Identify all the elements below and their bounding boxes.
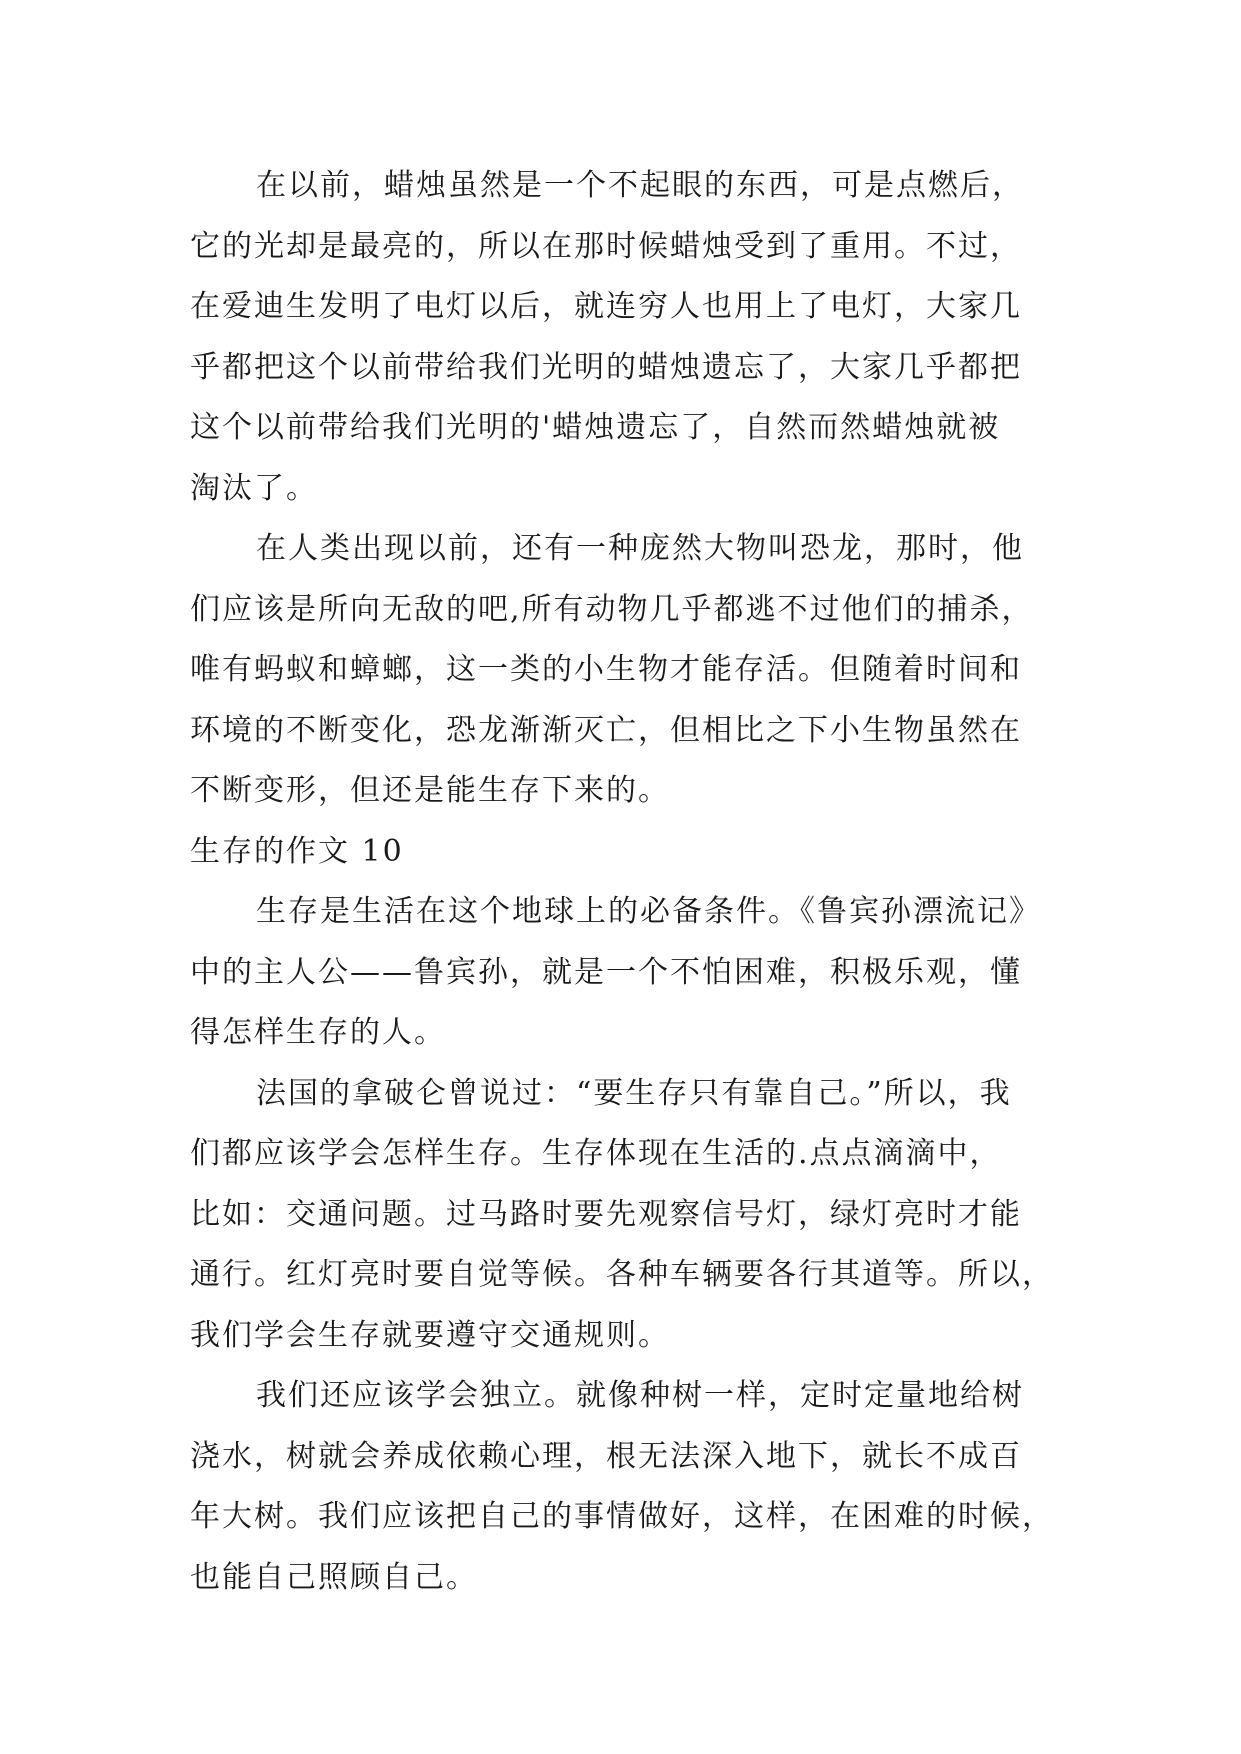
text-line: 比如：交通问题。过马路时要先观察信号灯，绿灯亮时才能 (190, 1196, 1022, 1232)
text-line: 生存是生活在这个地球上的必备条件。《鲁宾孙漂流记》 (256, 894, 1041, 929)
text-line: 淘汰了。 (190, 470, 318, 506)
text-line: 法国的拿破仑曾说过：“要生存只有靠自己。”所以，我 (256, 1075, 1012, 1111)
text-line: 通行。红灯亮时要自觉等候。各种车辆要各行其道等。所以， (190, 1257, 1054, 1292)
text-line: 不断变形，但还是能生存下来的。 (190, 773, 670, 808)
text-line: 中的主人公——鲁宾孙，就是一个不怕困难，积极乐观，懂 (190, 954, 1022, 990)
paragraph (190, 519, 1070, 822)
text-line: 在以前，蜡烛虽然是一个不起眼的东西，可是点燃后， (256, 168, 1024, 203)
text-line: 在爱迪生发明了电灯以后，就连穷人也用上了电灯，大家几 (190, 289, 1022, 324)
text-line: 在人类出现以前，还有一种庞然大物叫恐龙，那时，他 (256, 531, 1024, 566)
text-line: 们应该是所向无敌的吧,所有动物几乎都逃不过他们的捕杀， (190, 591, 1034, 627)
paragraph (190, 1366, 1070, 1608)
text-line: 乎都把这个以前带给我们光明的蜡烛遗忘了，大家几乎都把 (190, 349, 1022, 385)
text-line: 得怎样生存的人。 (190, 1015, 446, 1050)
text-line: 唯有蚂蚁和蟑螂，这一类的小生物才能存活。但随着时间和 (190, 652, 1022, 687)
paragraph (190, 882, 1070, 1064)
text-line: 我们还应该学会独立。就像种树一样，定时定量地给树 (256, 1378, 1024, 1413)
text-line: 浇水，树就会养成依赖心理，根无法深入地下，就长不成百 (190, 1438, 1022, 1474)
paragraph (190, 156, 1070, 519)
text-line: 这个以前带给我们光明的'蜡烛遗忘了，自然而然蜡烛就被 (190, 410, 1001, 445)
text-line: 它的光却是最亮的，所以在那时候蜡烛受到了重用。不过， (190, 228, 1022, 264)
text-line: 们都应该学会怎样生存。生存体现在生活的.点点滴滴中， (190, 1136, 1002, 1171)
text-line: 也能自己照顾自己。 (190, 1559, 478, 1595)
text-line: 我们学会生存就要遵守交通规则。 (190, 1317, 670, 1353)
text-line: 年大树。我们应该把自己的事情做好，这样，在困难的时候， (190, 1499, 1054, 1534)
text-line: 环境的不断变化，恐龙渐渐灭亡，但相比之下小生物虽然在 (190, 712, 1022, 748)
section-title: 生存的作文 10 (190, 833, 404, 869)
document-body (190, 156, 1070, 1608)
paragraph (190, 1064, 1070, 1367)
